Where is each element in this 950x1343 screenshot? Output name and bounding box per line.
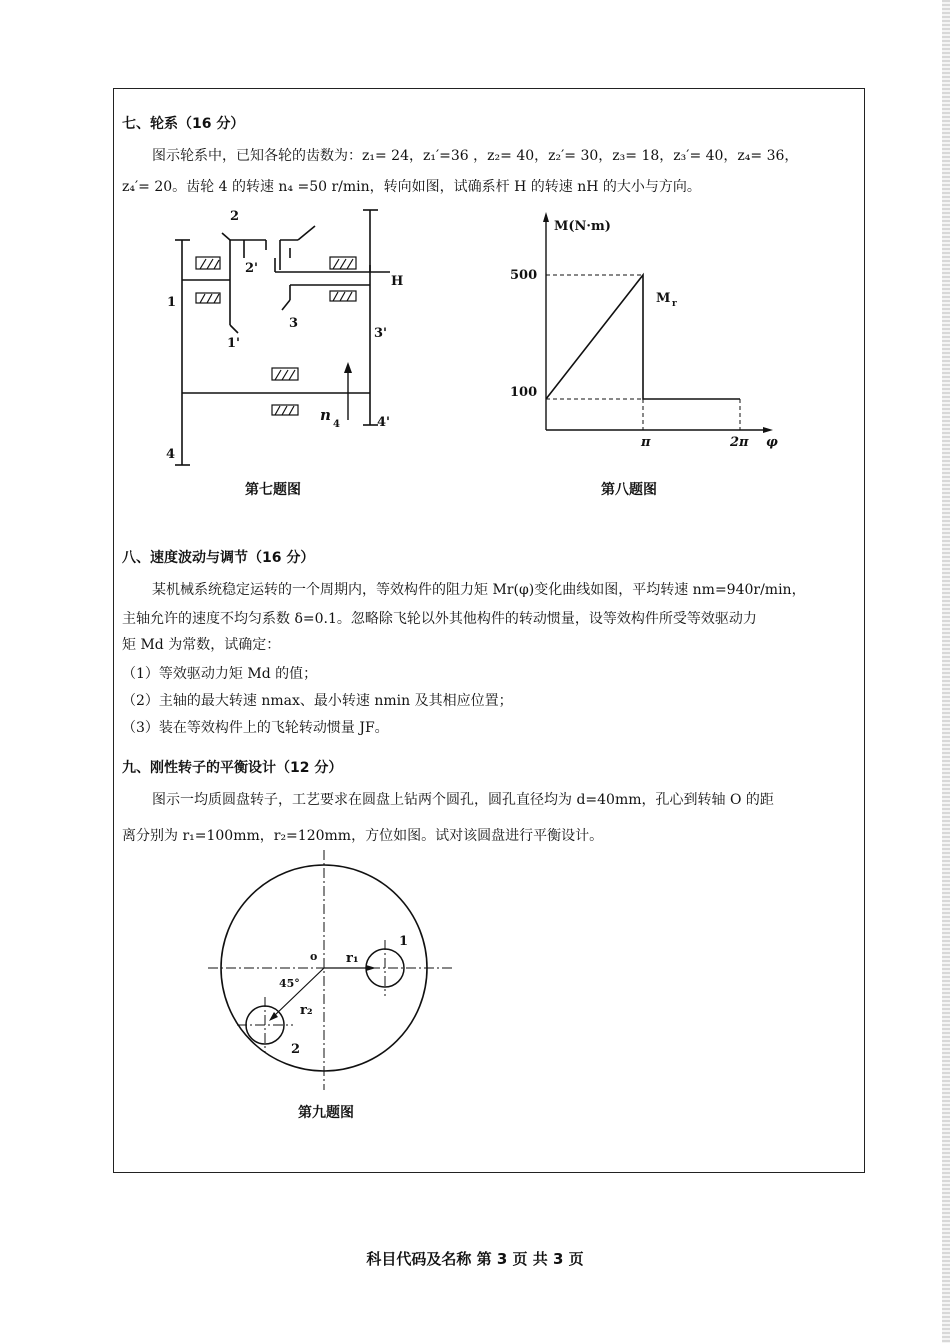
chart-series-line — [546, 275, 740, 399]
q8-line1: 某机械系统稳定运转的一个周期内，等效构件的阻力矩 Mr(φ)变化曲线如图，平均转速 nm=940r/min， — [152, 582, 806, 598]
r2-label: r₂ — [300, 1003, 313, 1018]
speed-sub-label: 4 — [333, 419, 340, 430]
page-footer: 科目代码及名称 第 3 页 共 3 页 — [366, 1250, 584, 1268]
y-tick-100: 100 — [510, 385, 538, 400]
gear2p-label: 2' — [245, 261, 259, 276]
resistance-torque-chart — [500, 205, 790, 455]
chart-xlabel: φ — [766, 435, 778, 450]
q8-line3: 矩 Md 为常数，试确定： — [122, 637, 281, 653]
r1-label: r₁ — [346, 951, 359, 966]
scan-edge — [942, 0, 950, 1343]
hole2-label: 2 — [291, 1042, 301, 1057]
hole1-label: 1 — [399, 934, 409, 949]
q8-item3: （3）装在等效构件上的飞轮转动惯量 JF。 — [122, 720, 389, 736]
gear4p-label: 4' — [377, 415, 391, 430]
gear4-label: 4 — [166, 447, 176, 462]
q9-heading: 九、刚性转子的平衡设计（12 分） — [122, 760, 343, 776]
q9-line1: 图示一均质圆盘转子，工艺要求在圆盘上钻两个圆孔，圆孔直径均为 d=40mm，孔心到转轴 O 的距 — [152, 792, 774, 808]
gear-train-figure — [160, 205, 420, 475]
gear3-label: 3 — [289, 316, 299, 331]
q7-figure-caption: 第七题图 — [245, 482, 301, 498]
q8-item1: （1）等效驱动力矩 Md 的值； — [122, 666, 318, 682]
q9-line2: 离分别为 r₁=100mm，r₂=120mm，方位如图。试对该圆盘进行平衡设计。 — [122, 828, 604, 844]
q8-line2: 主轴允许的速度不均匀系数 δ=0.1。忽略除飞轮以外其他构件的转动惯量，设等效构件所受等效驱动力 — [122, 611, 757, 627]
x-tick-pi: π — [641, 435, 651, 450]
carrier-label: H — [391, 274, 404, 289]
q8-heading: 八、速度波动与调节（16 分） — [122, 550, 315, 566]
chart-series-label: M — [656, 291, 671, 306]
q7-line2: z₄′= 20。齿轮 4 的转速 n₄ =50 r/min，转向如图，试确系杆 H 的转速 nH 的大小与方向。 — [122, 179, 701, 195]
x-tick-2pi: 2π — [730, 435, 749, 450]
gear1-label: 1 — [167, 295, 177, 310]
q8-item2: （2）主轴的最大转速 nmax、最小转速 nmin 及其相应位置； — [122, 693, 513, 709]
rotor-disc-figure — [205, 845, 465, 1115]
chart-series-label-sub: r — [672, 299, 677, 309]
center-o-label: o — [310, 950, 318, 963]
angle-label: 45° — [279, 977, 300, 990]
gear3p-label: 3' — [374, 326, 388, 341]
q7-line1: 图示轮系中，已知各轮的齿数为：z₁= 24，z₁′=36 ，z₂= 40，z₂′= 30，z₃= 18，z₃′= 40，z₄= 36， — [152, 148, 799, 164]
y-tick-500: 500 — [510, 268, 538, 283]
speed-label: n — [320, 406, 331, 424]
gear1p-label: 1' — [227, 336, 241, 351]
q7-heading: 七、轮系（16 分） — [122, 116, 245, 132]
gear2-label: 2 — [230, 209, 240, 224]
chart-ylabel: M(N·m) — [554, 219, 611, 234]
q8-figure-caption: 第八题图 — [601, 482, 657, 498]
q9-figure-caption: 第九题图 — [298, 1105, 354, 1121]
